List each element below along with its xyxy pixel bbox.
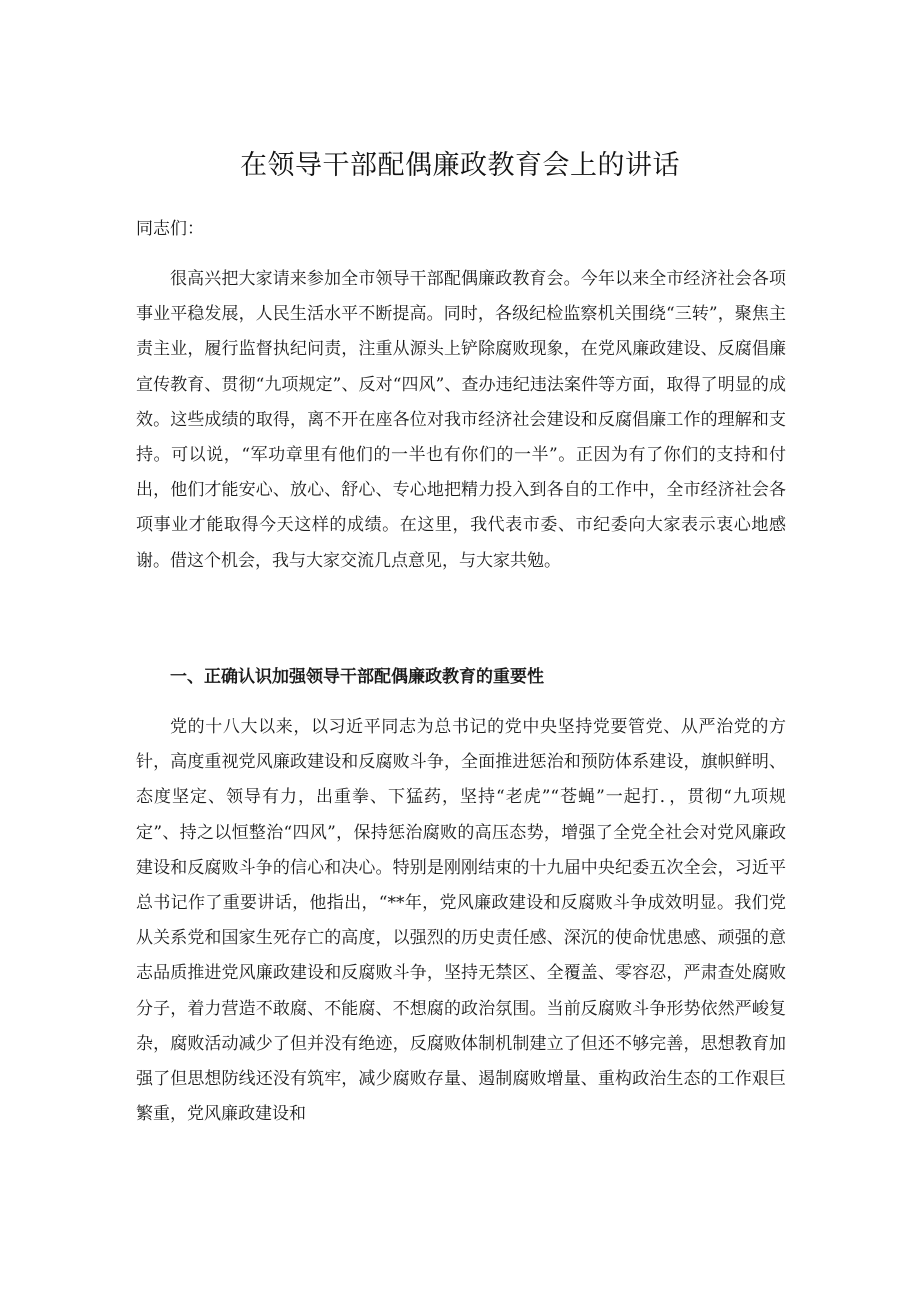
salutation: 同志们： <box>136 219 204 239</box>
document-title: 在领导干部配偶廉政教育会上的讲话 <box>240 150 680 181</box>
paragraph-section-1: 党的十八大以来，以习近平同志为总书记的党中央坚持党要管党、从严治党的方针，高度重视党风廉政建设和反腐败斗争，全面推进惩治和预防体系建设，旗帜鲜明、态度坚定、领导有力，出重拳、下猛药，坚持“老虎”“苍蝇”一起打．，贯彻“九项规定”、持之以恒整治“四风”，保持惩治腐败的高压态势，增强了全党全社会对党风廉政建设和反腐败斗争的信心和决心。特别是刚刚结束的十九届中央纪委五次全会，习近平总书记作了重要讲话，他指出，“**年，党风廉政建设和反腐败斗争成效明显。我们党从关系党和国家生死存亡的高度，以强烈的历史责任感、深沉的使命忧患感、顽强的意志品质推进党风廉政建设和反腐败斗争，坚持无禁区、全覆盖、零容忍，严肃查处腐败分子，着力营造不敢腐、不能腐、不想腐的政治氛围。当前反腐败斗争形势依然严峻复杂，腐败活动减少了但并没有绝迹，反腐败体制机制建立了但还不够完善，思想教育加强了但思想防线还没有筑牢，减少腐败存量、遏制腐败增量、重构政治生态的工作艰巨繁重，党风廉政建设和 <box>136 717 786 1125</box>
paragraph-intro: 很高兴把大家请来参加全市领导干部配偶廉政教育会。今年以来全市经济社会各项事业平稳发展，人民生活水平不断提高。同时，各级纪检监察机关围绕“三转”，聚焦主责主业，履行监督执纪问责，注重从源头上铲除腐败现象，在党风廉政建设、反腐倡廉宣传教育、贯彻“九项规定”、反对“四风”、查办违纪违法案件等方面，取得了明显的成效。这些成绩的取得，离不开在座各位对我市经济社会建设和反腐倡廉工作的理解和支持。可以说，“军功章里有他们的一半也有你们的一半”。正因为有了你们的支持和付出，他们才能安心、放心、舒心、专心地把精力投入到各自的工作中，全市经济社会各项事业才能取得今天这样的成绩。在这里，我代表市委、市纪委向大家表示衷心地感谢。借这个机会，我与大家交流几点意见，与大家共勉。 <box>136 269 786 571</box>
section-heading-1: 一、正确认识加强领导干部配偶廉政教育的重要性 <box>170 667 544 687</box>
